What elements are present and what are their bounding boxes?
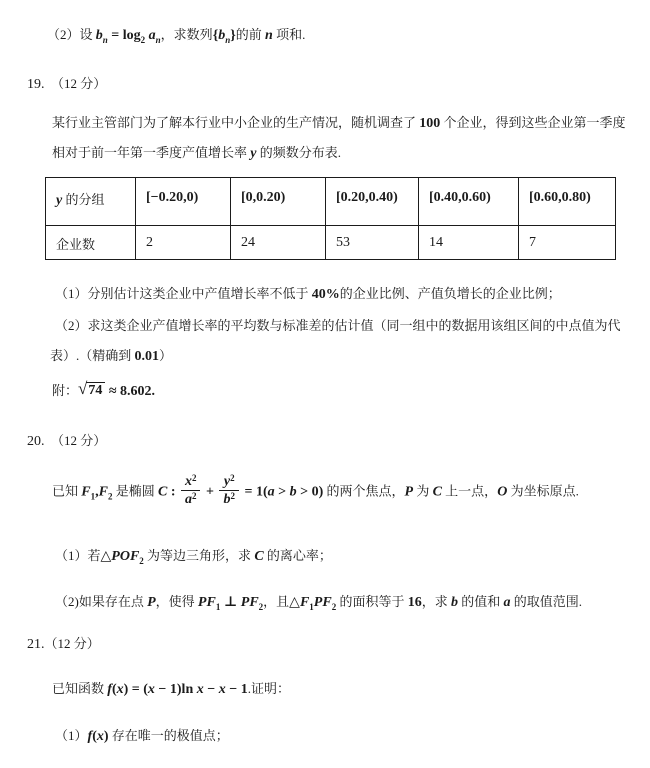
frequency-table [45,177,616,260]
q19-part2-text-line1: （2）求这类企业产值增长率的平均数与标准差的估计值（同一组中的数据用该组区间的中点值为代 [55,318,621,333]
table-header-cell-groups: y 的分组 [46,178,136,226]
table-value-cell-2: 24 [231,226,326,260]
table-header-cell-bin5: [0.60,0.80) [519,178,616,226]
q19-intro-line2: 相对于前一年第一季度产值增长率 y 的频数分布表. [52,145,341,161]
q20-part2-text: （2)如果存在点 P，使得 $PF_1$ ⊥ $PF_2$，且$\triangle F_1PF_2$ 的面积等于 16，求 b 的值和 a 的取值范围. [55,594,582,612]
q21-intro-function-formula: 已知函数 f(x) = (x − 1)ln x − x − 1.证明： [52,681,290,697]
q20-part1-text: （1）若$\triangle POF_2$ 为等边三角形，求 C 的离心率； [55,548,332,566]
q20-heading: 20. （12 分） [27,433,107,449]
table-row-label: 企业数 [46,226,136,260]
q19-part1-text: （1）分别估计这类企业中产值增长率不低于 40%的企业比例、产值负增长的企业比例； [55,286,561,302]
table-data-row [46,226,616,260]
q19-note-sqrt74: 附：√74 ≈ 8.602. [52,378,156,399]
table-value-cell-4: 14 [419,226,519,260]
q18-part2-text: （2）设 $b_n = \log_2 a_n$，求数列$\{b_n\}$的前 n 项和. [47,27,306,45]
q19-heading: 19. （12 分） [27,76,107,92]
q21-heading: 21.（12 分） [27,636,100,652]
table-value-cell-5: 7 [519,226,616,260]
q21-part1-text: （1）f(x) 存在唯一的极值点； [55,728,229,744]
q20-intro-ellipse-formula: 已知 $F_1,F_2$ 是椭圆 C : $\frac{x^2}{a^2}$ + $\frac{y^2}{b^2}$ = 1(a > b > 0) 的两个焦点，P 为 C 上一点，O 为坐标原点. [52,473,579,508]
q19-intro-line1: 某行业主管部门为了解本行业中小企业的生产情况，随机调查了 100 个企业，得到这些企业第一季度 [52,115,626,131]
table-header-cell-bin4: [0.40,0.60) [419,178,519,226]
table-value-cell-3: 53 [326,226,419,260]
table-header-cell-bin3: [0.20,0.40) [326,178,419,226]
table-header-cell-bin1: [−0.20,0) [136,178,231,226]
q19-part2-text-line2: 表）.（精确到 0.01） [50,348,173,364]
table-header-cell-bin2: [0,0.20) [231,178,326,226]
table-header-row [46,178,616,226]
table-value-cell-1: 2 [136,226,231,260]
